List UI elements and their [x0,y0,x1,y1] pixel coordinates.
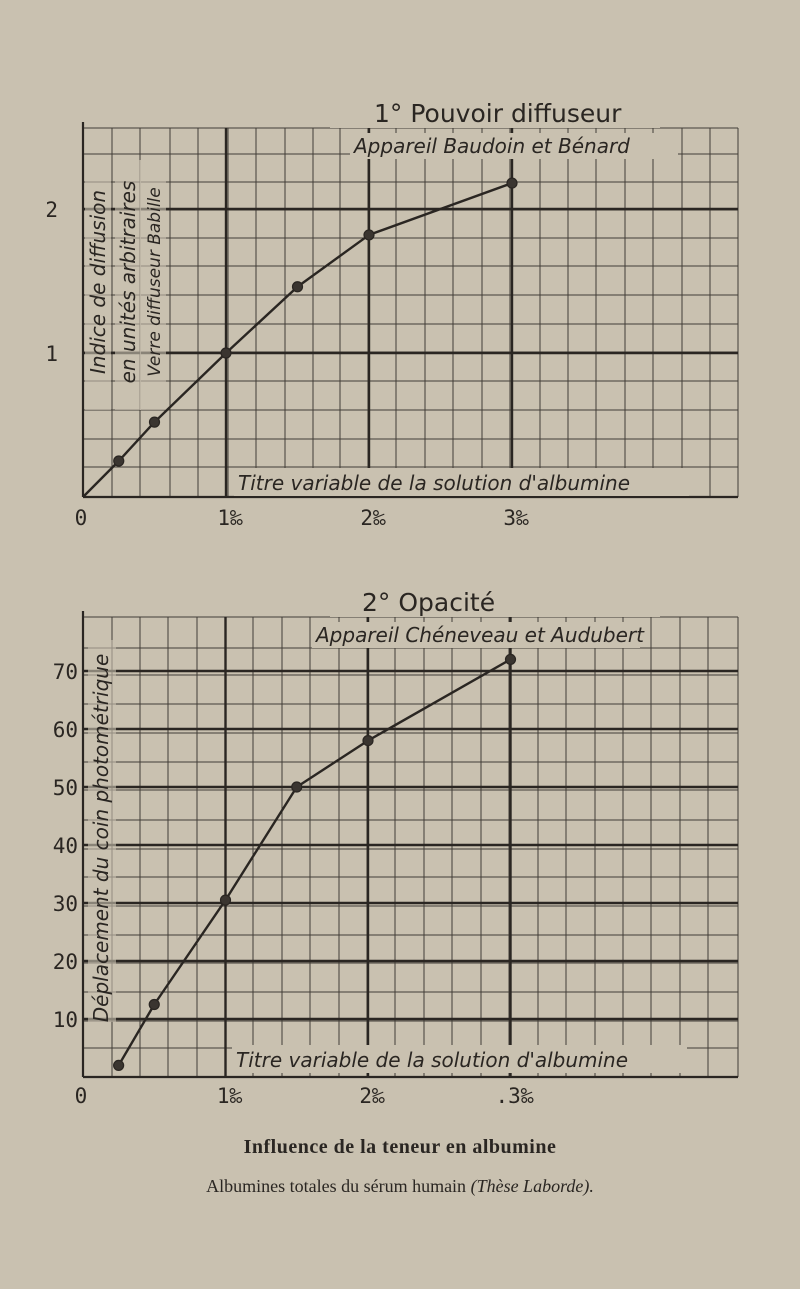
y-tick-label: 30 [52,892,78,916]
caption-subtitle: Albumines totales du sérum humain [206,1176,467,1196]
x-tick-label: 2‰ [360,506,386,530]
y-axis-label: Verre diffuseur Babille [145,187,165,377]
caption-source: Thèse Laborde [476,1176,584,1196]
y-axis-label: Déplacement du coin photométrique [89,653,113,1023]
x-tick-label: 0 [74,1084,88,1108]
chart-title: 1° Pouvoir diffuseur [374,99,622,128]
data-point [363,736,373,746]
x-tick-label: 2‰ [359,1084,385,1108]
x-tick-label: 0 [74,506,88,530]
x-tick-label: 1‰ [216,1084,243,1108]
caption-subtitle-block: Albumines totales du sérum humain (Thèse Laborde). [206,1176,594,1196]
x-tick-label: 3‰ [503,506,529,530]
data-point [507,178,517,188]
data-point [114,1060,124,1070]
x-tick-label: 1‰ [217,506,243,530]
y-axis-label: en unités arbitraires [116,180,140,384]
y-tick-label: 40 [52,834,78,858]
y-tick-label: 1 [45,342,58,366]
y-tick-label: 2 [45,198,58,222]
data-point [221,348,231,358]
chart-subtitle: Appareil Chéneveau et Audubert [316,623,644,647]
data-point [150,417,160,427]
chart-title: 2° Opacité [362,588,496,617]
data-point [149,1000,159,1010]
data-point [293,282,303,292]
x-axis-label: Titre variable de la solution d'albumine [238,471,631,495]
chart-1 [45,94,738,530]
y-axis-label: Indice de diffusion [86,189,110,375]
y-tick-label: 10 [52,1008,78,1032]
y-tick-label: 70 [52,660,78,684]
y-tick-label: 50 [52,776,78,800]
chart-subtitle: Appareil Baudoin et Bénard [354,134,630,158]
data-point [221,895,231,905]
grid [83,128,738,497]
x-tick-label: .3‰ [495,1084,534,1108]
grid [83,617,738,1077]
y-tick-label: 60 [52,718,78,742]
chart-2 [53,583,738,1108]
data-point [114,456,124,466]
data-point [292,782,302,792]
y-tick-label: 20 [52,950,78,974]
data-point [506,654,516,664]
x-axis-label: Titre variable de la solution d'albumine [236,1048,629,1072]
data-point [364,230,374,240]
caption-title: Influence de la teneur en albumine [243,1136,557,1158]
